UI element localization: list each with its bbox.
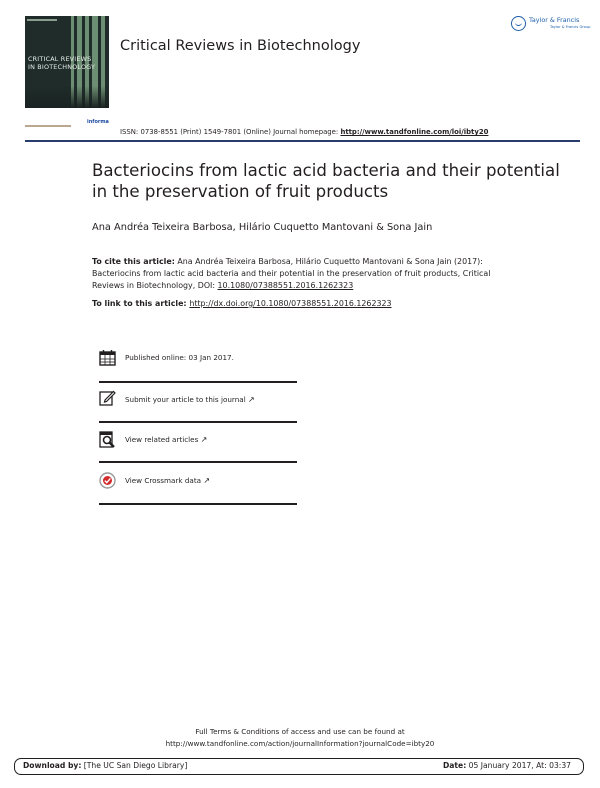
crossmark-icon — [99, 472, 116, 489]
publisher-name: Taylor & Francis — [529, 16, 580, 24]
download-label: Download by: — [23, 761, 82, 770]
article-authors: Ana Andréa Teixeira Barbosa, Hilário Cuquetto Mantovani & Sona Jain — [92, 222, 433, 233]
edit-icon — [99, 389, 116, 406]
citation-text: Ana Andréa Teixeira Barbosa, Hilário Cuquetto Mantovani & Sona Jain (2017): Bacteriocins from lactic acid bacteria and their potential in the preservation of fruit products, Critical Reviews in Biotechnology, DOI: — [92, 257, 491, 291]
journal-homepage-link[interactable]: http://www.tandfonline.com/loi/ibty20 — [340, 128, 489, 136]
citation-doi-link[interactable]: 10.1080/07388551.2016.1262323 — [217, 281, 354, 291]
article-title: Bacteriocins from lactic acid bacteria and their potential in the preservation of fruit products — [92, 161, 560, 201]
related-articles-link[interactable] — [125, 435, 207, 444]
external-link-icon: ↗ — [200, 435, 208, 444]
divider — [99, 503, 297, 505]
cover-top-rule — [27, 19, 57, 21]
download-info-box — [14, 758, 584, 775]
crossmark-row[interactable] — [99, 466, 297, 506]
divider — [99, 421, 297, 423]
journal-cover-image — [25, 16, 109, 108]
cover-caption-rule — [25, 125, 71, 127]
cover-title-line2: IN BIOTECHNOLOGY — [28, 63, 96, 71]
issn-text: ISSN: 0738-8551 (Print) 1549-7801 (Online) Journal homepage: — [120, 128, 341, 136]
date-label: Date: — [443, 761, 467, 770]
article-link-label: To link to this article: — [92, 299, 190, 308]
publisher-logo[interactable] — [511, 15, 591, 35]
terms-url[interactable]: http://www.tandfonline.com/action/journalInformation?journalCode=ibty20 — [165, 739, 435, 748]
related-articles-row[interactable] — [99, 426, 297, 466]
publisher-logo-icon — [511, 16, 526, 31]
download-info — [23, 761, 187, 770]
download-value: [The UC San Diego Library] — [81, 761, 188, 770]
issn-line — [120, 128, 488, 136]
article-link-line — [92, 299, 392, 308]
submit-article-link[interactable] — [125, 395, 255, 404]
external-link-icon: ↗ — [203, 476, 211, 485]
submit-article-row[interactable] — [99, 386, 297, 426]
published-online-label: Published online: 03 Jan 2017. — [125, 353, 234, 362]
divider — [99, 461, 297, 463]
published-online-row — [99, 346, 297, 386]
submit-article-label: Submit your article to this journal — [125, 395, 246, 404]
terms-text: Full Terms & Conditions of access and use can be found at — [195, 727, 405, 736]
calendar-icon — [99, 349, 116, 366]
related-articles-label: View related articles — [125, 435, 199, 444]
search-document-icon — [99, 431, 116, 448]
citation-block — [92, 256, 512, 293]
crossmark-label: View Crossmark data — [125, 476, 202, 485]
publisher-subname: Taylor & Francis Group — [550, 25, 591, 29]
informa-logo: informa — [87, 119, 109, 125]
external-link-icon: ↗ — [248, 395, 255, 404]
date-value: 05 January 2017, At: 03:37 — [466, 761, 571, 770]
divider — [99, 381, 297, 383]
cover-title-line1: CRITICAL REVIEWS — [28, 55, 92, 63]
article-doi-url[interactable]: http://dx.doi.org/10.1080/07388551.2016.1262323 — [189, 299, 392, 308]
citation-label: To cite this article: — [92, 257, 175, 266]
header-rule — [25, 140, 580, 142]
download-date — [443, 761, 571, 770]
cover-shadow — [25, 86, 109, 108]
crossmark-link[interactable] — [125, 476, 210, 485]
journal-name[interactable]: Critical Reviews in Biotechnology — [120, 38, 361, 54]
